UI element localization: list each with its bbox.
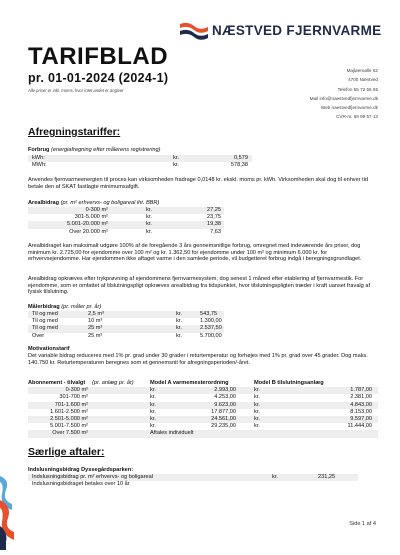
contact-web: Web naestvedfjernvarme.dk [320, 105, 378, 111]
arealbidrag-table [28, 207, 224, 236]
abon-range: 701-1.600 m² [54, 401, 88, 408]
abon-range: 301-700 m² [59, 394, 88, 401]
abon-cur-a: kr. [150, 408, 156, 415]
page-subtitle: pr. 01-01-2024 (2024-1) [28, 71, 169, 85]
abon-value-a: 4.253,00 [214, 394, 236, 401]
abon-range: Over 7.500 m² [52, 430, 88, 437]
abon-cur-a: kr. [150, 394, 156, 401]
meter-size: 10 m³ [88, 318, 103, 325]
abon-value-a: Aftales individuelt [150, 430, 194, 437]
forbrug-value: 578,38 [230, 162, 248, 169]
forbrug-label: Forbrug [28, 147, 50, 153]
motivation-text: Det variable bidrag reduceres med 1% pr. grad under 30 grader i returtemperatur og forhøjes med 1% pr. grad over 45 grader. Dog maks. 140.750 kr. Returtemperaturen beregnes som et gennemsnit for afregningsperioden/-året. [28, 353, 368, 366]
contact-address: Majløemølle 62 [346, 68, 378, 73]
malerbidrag-label: Målerbidrag [28, 304, 60, 310]
logo-mark-icon [178, 20, 210, 42]
table-row [28, 481, 358, 488]
meter-cur: kr. [176, 311, 182, 317]
abon-cur-a: kr. [150, 423, 156, 430]
abon-value-b: 1.787,00 [350, 387, 372, 394]
area-range: Over 20.000 m² [69, 228, 108, 235]
abon-value-b: 2.381,00 [350, 394, 372, 401]
arealbidrag-label: Arealbidrag [28, 200, 60, 206]
meter-cur: kr. [176, 332, 182, 339]
meter-cond: Til og med [32, 325, 58, 332]
abon-value-b: 9.597,00 [350, 415, 372, 422]
forbrug-table [28, 155, 252, 169]
table-row [28, 416, 378, 423]
abon-cur-a: kr. [150, 387, 156, 394]
meter-value: 543,75 [200, 311, 218, 317]
contact-mail: Mail info@naestvedfjernvarme.dk [309, 95, 378, 101]
meter-cond: Over [32, 332, 45, 339]
area-range: 5.001-20.000 m² [66, 221, 108, 228]
table-row [28, 229, 224, 236]
table-row [28, 325, 224, 332]
area-cur: kr. [146, 221, 152, 228]
saerlige-cur: kr. [272, 474, 278, 480]
abon-cur-b: kr. [254, 401, 260, 408]
forbrug-note: (energiafregning efter målerens registrering) [51, 147, 161, 153]
table-row [28, 214, 224, 221]
forbrug-section [28, 147, 348, 154]
table-row [28, 311, 224, 318]
meter-value: 2.537,50 [200, 325, 222, 332]
abon-cur-b: kr. [254, 423, 260, 430]
table-row [28, 402, 378, 409]
abon-value-a: 29.235,00 [211, 423, 236, 430]
arealbidrag-text-2: Arealbidrag opkræves efter trykprøvning af ejendommens fjernvarmesystem, dog senest 1 måned efter etablering af fjernvarmestik. For ejendomme, som er omfattet af tilslutningspligt opkræves arealbidrag fra tidspunktet, hvor tilslutningspligten træder i kraft uanset fravalg af fysisk tilslutning. [28, 276, 371, 296]
abon-range: 0-300 m² [65, 387, 88, 394]
area-value: 19,38 [207, 221, 221, 228]
table-row [28, 394, 378, 401]
abon-value-a: 9.623,00 [214, 401, 236, 408]
malerbidrag-table [28, 311, 224, 340]
price-note: Alle priser er inkl. moms, hvor intet andet er angivet [28, 88, 124, 93]
table-row [28, 333, 224, 340]
table-row [28, 221, 224, 228]
abon-cur-b: kr. [254, 387, 260, 394]
abon-cur-a: kr. [150, 401, 156, 408]
abon-value-b: 8.153,00 [350, 408, 372, 415]
abon-value-b: 11.444,00 [347, 423, 372, 430]
meter-size: 25 m³ [88, 332, 103, 339]
meter-size: 2,5 m³ [88, 311, 104, 317]
table-row [28, 430, 378, 437]
saerlige-text: Indslusningsbidrag pr. m² erhvervs- og boligareal [32, 474, 153, 480]
area-value: 27,25 [207, 207, 221, 213]
abonnement-note: (pr. anlæg pr. år) [92, 380, 134, 386]
saerlige-table [28, 474, 358, 488]
meter-cur: kr. [176, 325, 182, 332]
decorative-wave-icon [0, 470, 16, 550]
meter-cur: kr. [176, 318, 182, 325]
logo-text: NÆSTVED FJERNVARME [212, 23, 382, 38]
forbrug-unit: kWh: [32, 155, 45, 161]
table-row [28, 207, 224, 214]
contact-cvr: CVR-nr. 69 99 57 13 [336, 114, 378, 120]
meter-value: 5.700,00 [200, 332, 222, 339]
page-number: Side 1 af 4 [349, 521, 376, 527]
arealbidrag-text-1: Arealbidraget kan maksimalt udgøre 100% af de foregående 3 års gennemsnitlige forbrug, omregnet med indeværende års priser, dog minimum kr. 2.725,00 for ejendomme over 100 m² og kr. 1.362,50 for ejendomme under 100 m² og minimum 6.000 kr. for erhvervsejendomme. Har ejendommen ikke aftaget varme i den samlede periode, vil budgetteret forbrug indgå i beregningsgrundlaget. [28, 243, 362, 263]
forbrug-value: 0,579 [234, 155, 248, 161]
page-title: TARIFBLAD [28, 43, 169, 70]
table-row [28, 387, 378, 394]
meter-size: 25 m³ [88, 325, 103, 332]
company-logo [178, 20, 390, 42]
table-row [28, 162, 252, 169]
abonnement-col-b: Model B tilslutningsanlæg [254, 380, 324, 386]
forbrug-cur: kr. [173, 162, 179, 169]
motivation-label: Motivationstarif [28, 346, 70, 352]
abon-cur-a: kr. [150, 415, 156, 422]
table-row [28, 409, 378, 416]
contact-phone: Telefon 55 72 56 65 [337, 86, 378, 92]
abon-cur-b: kr. [254, 394, 260, 401]
area-value: 23,75 [207, 214, 221, 221]
forbrug-cur: kr. [173, 155, 179, 161]
forbrug-unit: MWh: [32, 162, 47, 169]
abon-cur-b: kr. [254, 408, 260, 415]
area-cur: kr. [146, 214, 152, 221]
saerlige-note: Indslusningsbidraget betales over 10 år [32, 481, 130, 488]
malerbidrag-note: (pr. måler pr. år) [61, 304, 102, 310]
table-row [28, 155, 252, 162]
meter-cond: Til og med [32, 311, 58, 317]
abon-range: 5.001-7.500 m² [50, 423, 88, 430]
abon-range: 2.501-5.000 m² [50, 415, 88, 422]
area-range: 0-300 m² [85, 207, 108, 213]
saerlige-value: 231,25 [318, 474, 336, 480]
abonnement-table [28, 380, 378, 438]
area-cur: kr. [146, 207, 152, 213]
meter-value: 1.300,00 [200, 318, 222, 325]
contact-block [310, 66, 378, 122]
meter-cond: Til og med [32, 318, 58, 325]
abon-range: 1.601-2.500 m² [50, 408, 88, 415]
area-value: 7,63 [210, 228, 221, 235]
table-row [28, 423, 378, 430]
abonnement-col-a: Model A varmemesterordning [150, 380, 229, 386]
arealbidrag-note: (pr. m² erhvervs- og boligareal iht. BBR) [60, 200, 160, 206]
section-heading-afregning: Afregningstariffer: [28, 126, 121, 138]
abon-value-b: 4.843,00 [350, 401, 372, 408]
contact-city: 4700 Næstved [348, 77, 378, 83]
abon-value-a: 17.877,00 [211, 408, 236, 415]
process-text: Anvendes fjernvarmeenergien til proces kan virksomheden fradrage 0,0148 kr. ekskl. moms pr. kWh. Virksomheden skal dog til enhver tid betale den af SKAT fastlagte minimumsafgift. [28, 177, 369, 190]
section-heading-saerlige: Særlige aftaler: [28, 446, 105, 458]
area-range: 301-5.000 m² [74, 214, 108, 221]
abon-value-a: 24.561,00 [211, 415, 236, 422]
table-row [28, 318, 224, 325]
abon-value-a: 2.993,00 [214, 387, 236, 394]
area-cur: kr. [146, 228, 152, 235]
abonnement-label: Abonnement - tilvalgt [28, 380, 86, 386]
saerlige-label: Indslusningsbidrag Dyssegårdsparken: [28, 467, 134, 473]
abonnement-header-row [28, 380, 378, 387]
abon-cur-b: kr. [254, 415, 260, 422]
